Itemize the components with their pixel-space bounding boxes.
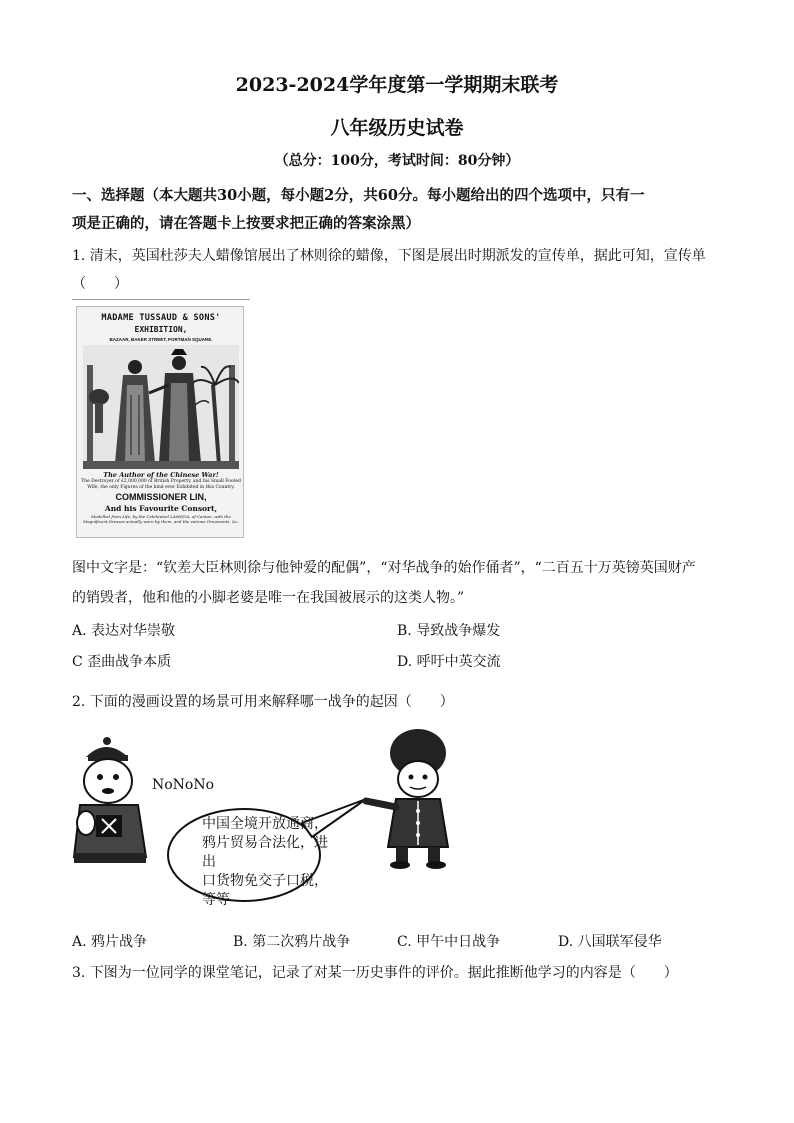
q1-option-c[interactable]: C 歪曲战争本质: [72, 654, 172, 670]
poster-header1: MADAME TUSSAUD & SONS': [101, 313, 221, 323]
bubble-line2: 鸦片贸易合法化，进出: [202, 835, 328, 870]
section-heading-line1: 一、选择题（本大题共30小题，每小题2分，共60分。每小题给出的四个选项中，只有一: [72, 187, 645, 204]
q1-option-a[interactable]: A. 表达对华崇敬: [72, 623, 176, 639]
exam-subtitle: 八年级历史试卷: [330, 117, 464, 139]
q2-cartoon-image: [66, 727, 466, 913]
poster-caption4: And his Favourite Consort,: [104, 504, 218, 513]
poster-header2: EXHIBITION,: [134, 325, 188, 334]
q1-text-line1: 图中文字是：“钦差大臣林则徐与他钟爱的配偶”，“对华战争的始作俑者”，“二百五十万英镑英国财产: [72, 560, 696, 576]
bubble-line1: 中国全境开放通商，: [202, 816, 328, 832]
cartoon-left-speech: NoNoNo: [152, 777, 215, 793]
poster-header3: BAZAAR, BAKER STREET, PORTMAN SQUARE.: [109, 337, 213, 342]
poster-caption2: The Destroyer of £2,000,000 of British Property, and his Small Footed Wife, the only Figures of the kind ever Exhibited in this Country.: [81, 479, 241, 490]
q1-option-b[interactable]: B. 导致战争爆发: [397, 623, 501, 639]
q2-option-c[interactable]: C. 甲午中日战争: [397, 934, 501, 950]
q1-option-d[interactable]: D. 呼吁中英交流: [397, 654, 501, 670]
q1-stem-line2: （ ）: [72, 276, 128, 292]
q2-stem: 2. 下面的漫画设置的场景可用来解释哪一战争的起因（ ）: [72, 694, 454, 710]
q3-stem: 3. 下图为一位同学的课堂笔记，记录了对某一历史事件的评价。据此推断他学习的内容是（ ）: [72, 965, 678, 981]
cartoon-speech-bubble: [202, 815, 332, 910]
q1-stem-line1: 1. 清末，英国杜莎夫人蜡像馆展出了林则徐的蜡像，下图是展出时期派发的宣传单，据此可知，宣传单: [72, 248, 706, 264]
poster-caption3: COMMISSIONER LIN,: [115, 492, 207, 502]
exam-title: 2023-2024学年度第一学期期末联考: [235, 74, 559, 96]
q2-option-d[interactable]: D. 八国联军侵华: [558, 934, 662, 950]
q1-poster-image: [76, 306, 244, 538]
poster-caption1: The Author of the Chinese War!: [103, 471, 219, 479]
bubble-line4: 等等: [202, 892, 230, 908]
divider: [72, 299, 250, 300]
q2-option-b[interactable]: B. 第二次鸦片战争: [233, 934, 351, 950]
exam-info: （总分：100分，考试时间：80分钟）: [274, 153, 520, 169]
q1-text-line2: 的销毁者，他和他的小脚老婆是唯一在我国被展示的这类人物。”: [72, 590, 465, 606]
bubble-line3: 口货物免交子口税，: [202, 873, 328, 889]
poster-illustration: [83, 345, 239, 469]
poster-caption5: Modelled from Life, by the Celebrated LAMQUA, of Canton, with the Magnificent Dresses actually worn by them, and the various Ornaments, &c.: [83, 514, 239, 524]
q2-option-a[interactable]: A. 鸦片战争: [72, 934, 148, 950]
section-heading-line2: 项是正确的，请在答题卡上按要求把正确的答案涂黑）: [72, 215, 420, 232]
